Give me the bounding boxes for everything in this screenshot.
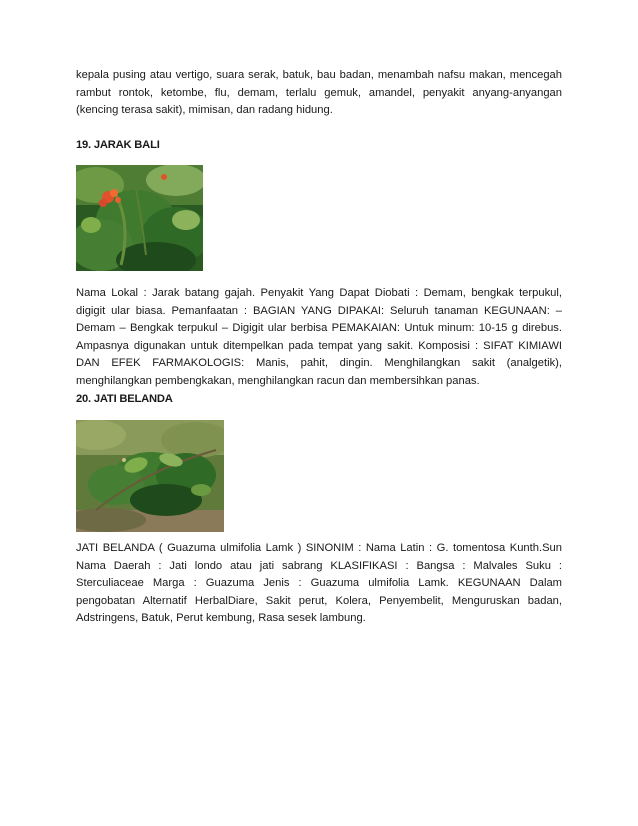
section-heading-jarak-bali: 19. JARAK BALI bbox=[76, 139, 160, 151]
jati-belanda-description: JATI BELANDA ( Guazuma ulmifolia Lamk ) SINONIM : Nama Latin : G. tomentosa Kunth.Sun Nama Daerah : Jati londo atau jati sabrang KLASIFIKASI : Bangsa : Malvales Suku : Sterculiaceae Marga : Guazuma Jenis : Guazuma ulmifolia Lamk. KEGUNAAN Dalam pengobatan Alternatif HerbalDiare, Sakit perut, Kolera, Penyembelit, Menguruskan badan, Adstringens, Batuk, Perut kembung, Rasa sesek lambung. bbox=[76, 542, 562, 624]
jati-belanda-plant-photo bbox=[76, 420, 224, 532]
section-heading-jati-belanda: 20. JATI BELANDA bbox=[76, 393, 173, 405]
intro-paragraph: kepala pusing atau vertigo, suara serak, batuk, bau badan, menambah nafsu makan, mencegah rambut rontok, ketombe, flu, demam, terlalu gemuk, amandel, penyakit anyang-anyangan (kencing terasa sakit), mimisan, dan radang hidung. bbox=[76, 69, 562, 116]
jarak-bali-plant-photo bbox=[76, 165, 203, 271]
jarak-bali-description: Nama Lokal : Jarak batang gajah. Penyakit Yang Dapat Diobati : Demam, bengkak terpukul, digigit ular biasa. Pemanfaatan : BAGIAN YANG DIPAKAI: Seluruh tanaman KEGUNAAN: – Demam – Bengkak terpukul – Digigit ular berbisa PEMAKAIAN: Untuk minum: 10-15 g direbus. Ampasnya digunakan untuk ditempelkan pada tempat yang sakit. Komposisi : SIFAT KIMIAWI DAN EFEK FARMAKOLOGIS: Manis, pahit, dingin. Menghilangkan sakit (analgetik), menghilangkan pembengkakan, menghilangkan racun dan membersihkan panas. bbox=[76, 287, 562, 387]
